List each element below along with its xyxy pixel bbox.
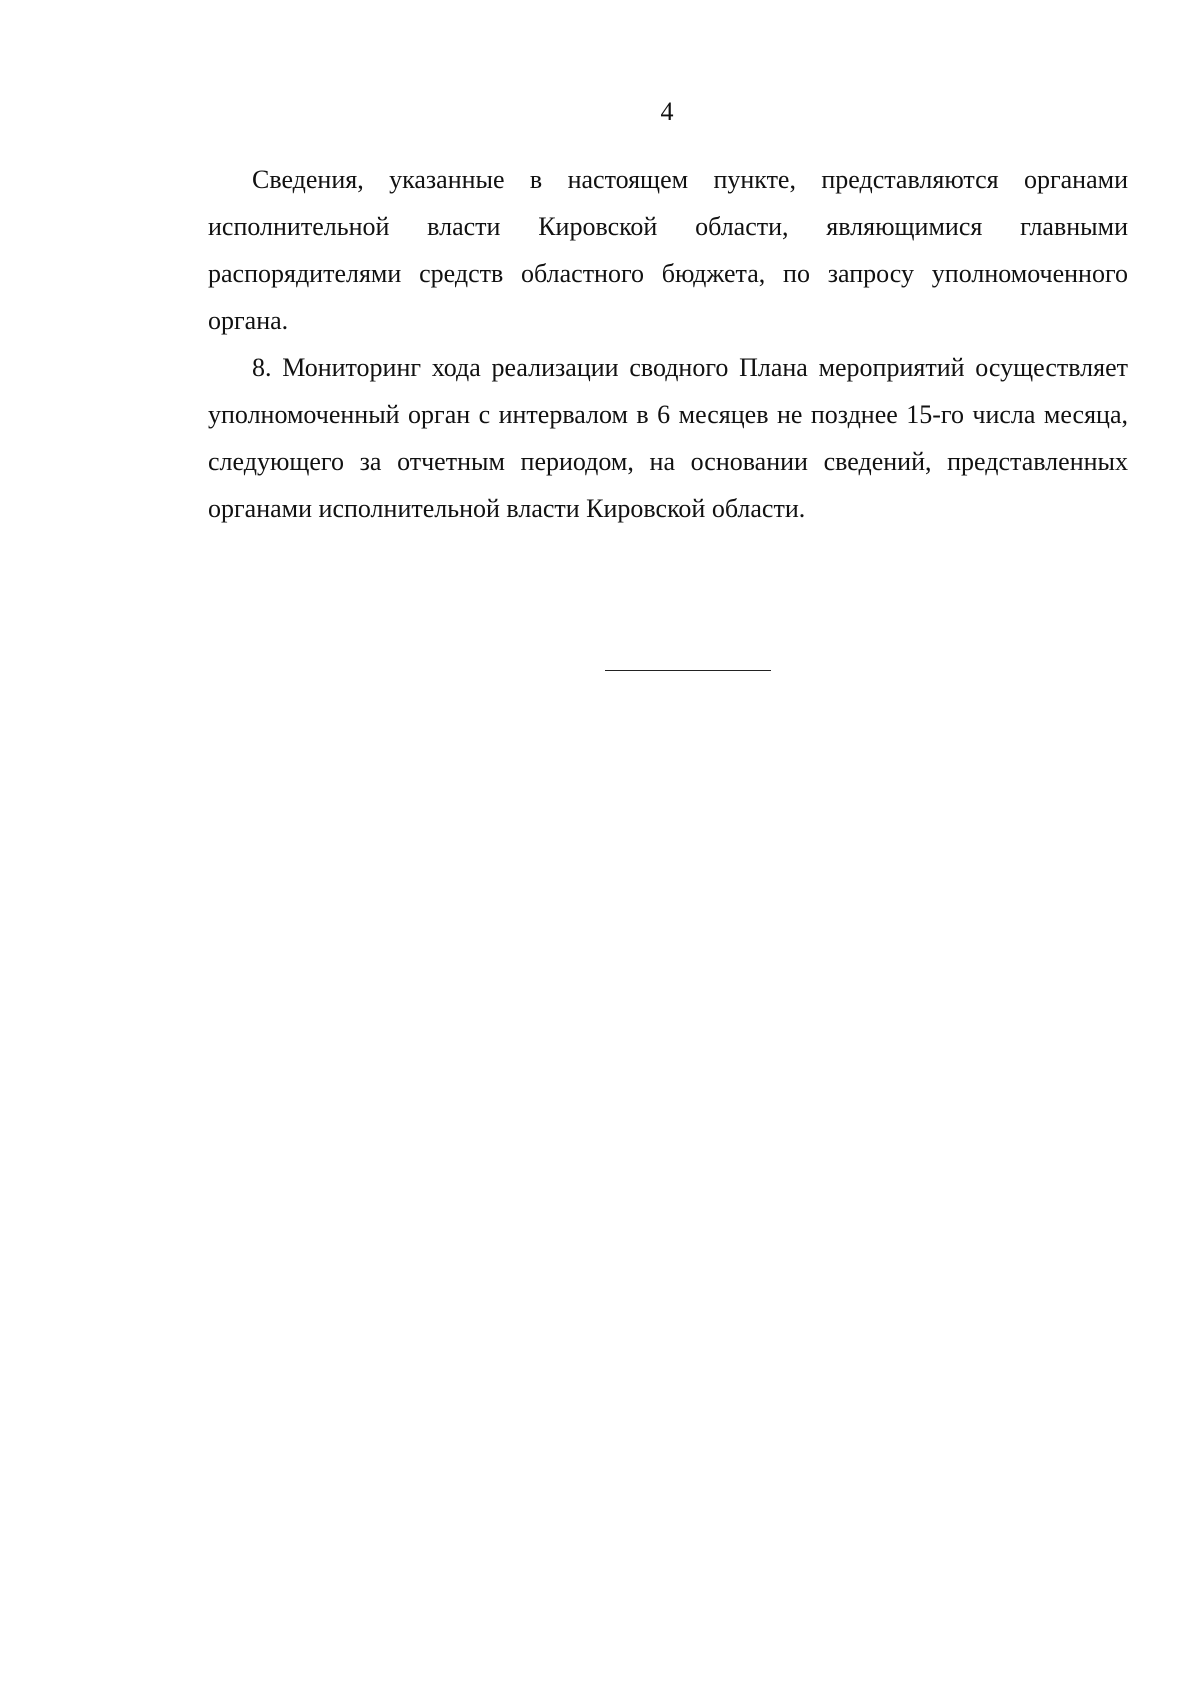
page-number: 4 bbox=[660, 97, 674, 126]
document-body bbox=[208, 156, 1128, 532]
paragraph-monitoring: 8. Мониторинг хода реализации сводного Плана мероприятий осуществляет уполномоченный орган с интервалом в 6 месяцев не позднее 15-го числа месяца, следующего за отчетным периодом, на основании сведений, представленных органами исполнительной власти Кировской области. bbox=[208, 353, 1128, 523]
paragraph-data-submission: Сведения, указанные в настоящем пункте, представляются органами исполнительной власти Кировской области, являющимися главными распорядителями средств областного бюджета, по запросу уполномоченного органа. bbox=[208, 165, 1128, 335]
end-of-document-rule bbox=[605, 670, 771, 671]
